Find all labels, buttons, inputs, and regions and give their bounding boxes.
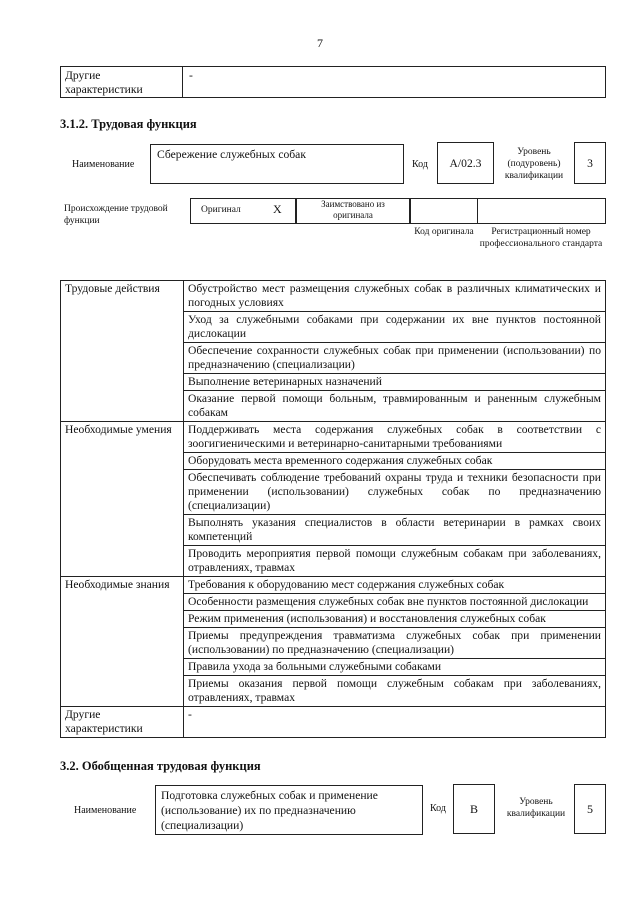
row-label-other: Другие характеристики [61, 707, 184, 738]
section-32-code-box [453, 784, 495, 834]
section-312-name-label: Наименование [72, 159, 135, 170]
section-32-code-label: Код [430, 803, 446, 814]
table-row [61, 281, 606, 312]
section-312-original-mark: X [273, 202, 282, 216]
table-cell: Поддерживать места содержания служебных собак в соответствии с зоогигиеническими и ветеринарно-санитарными требованиями [184, 422, 606, 453]
section-32-level-value: 5 [587, 801, 593, 816]
top-other-label-cell [60, 66, 183, 98]
section-312-code-orig-box [410, 198, 478, 224]
section-312-level-value: 3 [587, 156, 593, 170]
row-label-knowledge: Необходимые знания [61, 577, 184, 707]
table-cell: Проводить мероприятия первой помощи служебным собакам при заболеваниях, отравлениях, травмах [184, 546, 606, 577]
section-312-borrowed-box [296, 198, 410, 224]
table-cell: Уход за служебными собаками при содержании их вне пунктов постоянной дислокации [184, 312, 606, 343]
section-312-name-box [150, 144, 404, 184]
section-32-code-value: B [469, 801, 478, 816]
table-row [61, 422, 606, 453]
section-312-original-label: Оригинал [201, 205, 241, 215]
section-312-original-box [190, 198, 296, 224]
section-312-level-label: Уровень (подуровень) квалификации [504, 147, 564, 181]
table-cell: Обустройство мест размещения служебных собак в различных климатических и погодных условиях [184, 281, 606, 312]
table-cell: Обеспечение сохранности служебных собак при применении (использовании) по предназначению (специализации) [184, 343, 606, 374]
table-cell: Приемы оказания первой помощи служебным собакам при заболеваниях, отравлениях, травмах [184, 676, 606, 707]
table-cell: Особенности размещения служебных собак вне пунктов постоянной дислокации [184, 594, 606, 611]
section-32-heading: 3.2. Обобщенная трудовая функция [60, 759, 261, 773]
section-312-code-value: A/02.3 [449, 156, 482, 170]
table-cell: Требования к оборудованию мест содержания служебных собак [184, 577, 606, 594]
table-cell: Оказание первой помощи больным, травмированным и раненным служебным собакам [184, 391, 606, 422]
section-312-borrowed-label: Заимствовано из оригинала [321, 199, 385, 220]
section-32-level-label: Уровень квалификации [506, 797, 566, 819]
section-312-heading: 3.1.2. Трудовая функция [60, 117, 197, 131]
section-32-name-box [155, 785, 423, 835]
section-312-name-value: Сбережение служебных собак [157, 148, 306, 161]
labor-function-table [60, 280, 606, 738]
section-312-code-caption: Код оригинала [414, 227, 474, 237]
section-312-reg-caption: Регистрационный номер профессионального стандарта [479, 227, 603, 249]
table-cell: Приемы предупреждения травматизма служебных собак при применении (использовании) по предназначению (специализации) [184, 628, 606, 659]
table-cell: Режим применения (использования) и восстановления служебных собак [184, 611, 606, 628]
table-cell: Правила ухода за больными служебными собаками [184, 659, 606, 676]
row-label-actions: Трудовые действия [61, 281, 184, 422]
section-32-name-value: Подготовка служебных собак и применение (использование) их по предназначению (специализации) [161, 789, 378, 832]
table-row [61, 707, 606, 738]
table-cell: Обеспечивать соблюдение требований охраны труда и техники безопасности при применении (использовании) служебных собак по предназначению (специализации) [184, 470, 606, 515]
section-312-reg-box [477, 198, 606, 224]
table-cell: Оборудовать места временного содержания служебных собак [184, 453, 606, 470]
table-cell: - [184, 707, 606, 738]
section-32-level-box [574, 784, 606, 834]
section-312-origin-label: Происхождение трудовой функции [64, 204, 168, 226]
page-number: 7 [317, 36, 323, 50]
section-312-code-box [437, 142, 494, 184]
top-other-value-cell [182, 66, 606, 98]
table-cell: Выполнение ветеринарных назначений [184, 374, 606, 391]
top-other-label: Другие характеристики [65, 69, 143, 96]
section-312-code-label: Код [412, 159, 428, 170]
row-label-skills: Необходимые умения [61, 422, 184, 577]
top-other-value: - [189, 69, 193, 82]
table-cell: Выполнять указания специалистов в области ветеринарии в рамках своих компетенций [184, 515, 606, 546]
section-32-name-label: Наименование [74, 805, 137, 816]
table-row [61, 577, 606, 594]
section-312-level-box [574, 142, 606, 184]
